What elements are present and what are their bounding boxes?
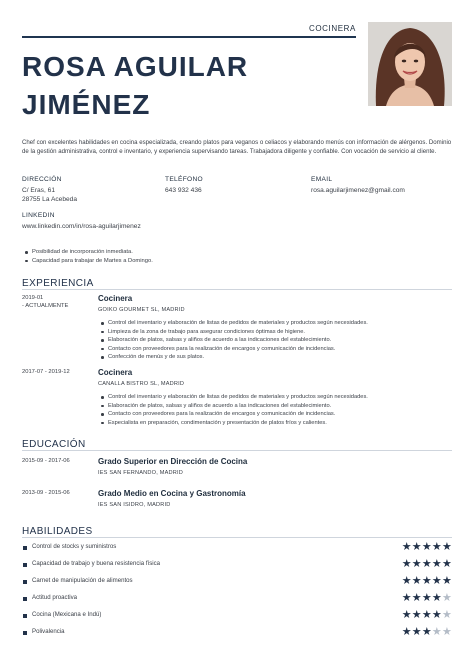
star-icon: ★ <box>411 557 422 570</box>
star-icon: ★ <box>421 557 432 570</box>
education-entry <box>22 489 452 515</box>
experience-start-date: 2019-01 <box>22 295 44 301</box>
star-icon: ★ <box>401 625 412 638</box>
job-title: COCINERA <box>308 24 356 33</box>
experience-date-range: 2017-07 - 2019-12 <box>22 369 70 375</box>
star-icon: ★ <box>411 574 422 587</box>
address-label: DIRECCIÓN <box>22 176 62 183</box>
star-icon: ★ <box>441 557 452 570</box>
skill-name: Polivalencia <box>32 628 65 635</box>
experience-entry <box>22 368 452 432</box>
skill-row <box>22 608 452 623</box>
skill-row <box>22 557 452 572</box>
star-icon: ★ <box>431 591 442 604</box>
star-icon: ★ <box>441 540 452 553</box>
list-item: Control del inventario y elaboración de listas de pedidos de materiales y productos según necesidades. <box>100 393 452 402</box>
list-item: Confección de menús y de sus platos. <box>100 353 452 362</box>
education-heading: EDUCACIÓN <box>22 439 86 450</box>
list-item: Capacidad para trabajar de Martes a Domingo. <box>24 257 444 266</box>
name-line-2: JIMÉNEZ <box>22 89 151 120</box>
education-school: IES SAN FERNANDO, MADRID <box>98 470 183 476</box>
list-item: Control del inventario y elaboración de listas de pedidos de materiales y productos según necesidades. <box>100 319 452 328</box>
star-icon: ★ <box>431 574 442 587</box>
job-role: Cocinera <box>98 294 133 303</box>
skill-row <box>22 540 452 555</box>
education-dates: 2015-09 - 2017-06 <box>22 458 70 464</box>
star-icon: ★ <box>431 557 442 570</box>
phone-value[interactable]: 643 932 436 <box>165 187 202 194</box>
star-icon: ★ <box>431 608 442 621</box>
job-tasks <box>100 319 452 362</box>
square-marker-icon <box>23 597 27 601</box>
star-icon: ★ <box>401 540 412 553</box>
list-item: Contacto con proveedores para la realización de encargos y comunicación de incidencias. <box>100 410 452 419</box>
skill-name: Cocina (Mexicana e Indú) <box>32 611 102 618</box>
skill-name: Capacidad de trabajo y buena resistencia física <box>32 560 161 567</box>
skill-name: Control de stocks y suministros <box>32 543 117 550</box>
candidate-name <box>22 48 352 124</box>
address-line-2: 28755 La Acebeda <box>22 196 78 203</box>
skill-rating <box>402 625 452 638</box>
star-icon: ★ <box>401 574 412 587</box>
experience-rule <box>22 289 452 290</box>
star-icon: ★ <box>421 625 432 638</box>
star-icon: ★ <box>441 574 452 587</box>
star-icon: ★ <box>411 608 422 621</box>
phone-label: TELÉFONO <box>165 176 203 183</box>
job-tasks <box>100 393 452 427</box>
experience-dates <box>22 294 94 310</box>
experience-heading: EXPERIENCIA <box>22 278 94 289</box>
star-icon: ★ <box>401 608 412 621</box>
star-icon: ★ <box>441 608 452 621</box>
experience-dates <box>22 368 94 376</box>
availability-list <box>24 248 444 265</box>
job-role: Cocinera <box>98 368 133 377</box>
list-item: Elaboración de platos, salsas y aliños de acuerdo a las indicaciones del establecimiento. <box>100 336 452 345</box>
star-icon: ★ <box>411 625 422 638</box>
square-marker-icon <box>23 580 27 584</box>
star-icon: ★ <box>421 574 432 587</box>
header-rule <box>22 36 356 38</box>
list-item: Contacto con proveedores para la realización de encargos y comunicación de incidencias. <box>100 345 452 354</box>
education-school: IES SAN ISIDRO, MADRID <box>98 502 171 508</box>
skill-rating <box>402 540 452 553</box>
list-item: Limpieza de la zona de trabajo para asegurar condiciones óptimas de higiene. <box>100 328 452 337</box>
linkedin-link[interactable]: www.linkedin.com/in/rosa-aguilarjimenez <box>22 223 141 230</box>
list-item: Especialista en preparación, condimentación y presentación de platos fríos y calientes. <box>100 419 452 428</box>
name-line-1: ROSA AGUILAR <box>22 51 249 82</box>
skill-rating <box>402 574 452 587</box>
education-rule <box>22 450 452 451</box>
email-label: EMAIL <box>311 176 333 183</box>
skill-name: Carnet de manipulación de alimentos <box>32 577 133 584</box>
profile-summary: Chef con excelentes habilidades en cocina especializada, creando platos para veganos o celiacos y elaborando menús con información de alérgenos. Dominio de la gestión administrativa, control e inventario, y experiencia supervisando tareas. Trabajadora diligente y confiable. Con vocación de servicio al cliente. <box>22 139 452 155</box>
email-value[interactable]: rosa.aguilarjimenez@gmail.com <box>311 187 405 194</box>
square-marker-icon <box>23 631 27 635</box>
skill-rating <box>402 608 452 621</box>
linkedin-label: LINKEDIN <box>22 212 55 219</box>
education-entry <box>22 457 452 483</box>
skill-rating <box>402 591 452 604</box>
skill-row <box>22 574 452 589</box>
job-company: GOIKO GOURMET SL, MADRID <box>98 307 185 313</box>
skills-heading: HABILIDADES <box>22 526 93 537</box>
list-item: Elaboración de platos, salsas y aliños de acuerdo a las indicaciones del establecimiento. <box>100 402 452 411</box>
skill-row <box>22 625 452 640</box>
skill-row <box>22 591 452 606</box>
profile-photo-image <box>368 22 452 106</box>
education-degree: Grado Medio en Cocina y Gastronomía <box>98 489 246 498</box>
experience-entry <box>22 294 452 364</box>
skill-rating <box>402 557 452 570</box>
star-icon: ★ <box>401 557 412 570</box>
star-icon: ★ <box>401 591 412 604</box>
star-icon: ★ <box>421 591 432 604</box>
skill-name: Actitud proactiva <box>32 594 78 601</box>
star-icon: ★ <box>421 608 432 621</box>
star-icon: ★ <box>411 540 422 553</box>
star-icon: ★ <box>411 591 422 604</box>
star-icon: ★ <box>431 540 442 553</box>
list-item: Posibilidad de incorporación inmediata. <box>24 248 444 257</box>
square-marker-icon <box>23 614 27 618</box>
star-icon: ★ <box>441 625 452 638</box>
education-degree: Grado Superior en Dirección de Cocina <box>98 457 248 466</box>
experience-end-date: - ACTUALMENTE <box>22 303 69 309</box>
square-marker-icon <box>23 546 27 550</box>
skills-rule <box>22 537 452 538</box>
square-marker-icon <box>23 563 27 567</box>
star-icon: ★ <box>421 540 432 553</box>
education-dates: 2013-09 - 2015-06 <box>22 490 70 496</box>
star-icon: ★ <box>441 591 452 604</box>
job-company: CANALLA BISTRO SL, MADRID <box>98 381 185 387</box>
star-icon: ★ <box>431 625 442 638</box>
address-line-1: C/ Eras, 61 <box>22 187 55 194</box>
profile-photo <box>368 22 452 106</box>
